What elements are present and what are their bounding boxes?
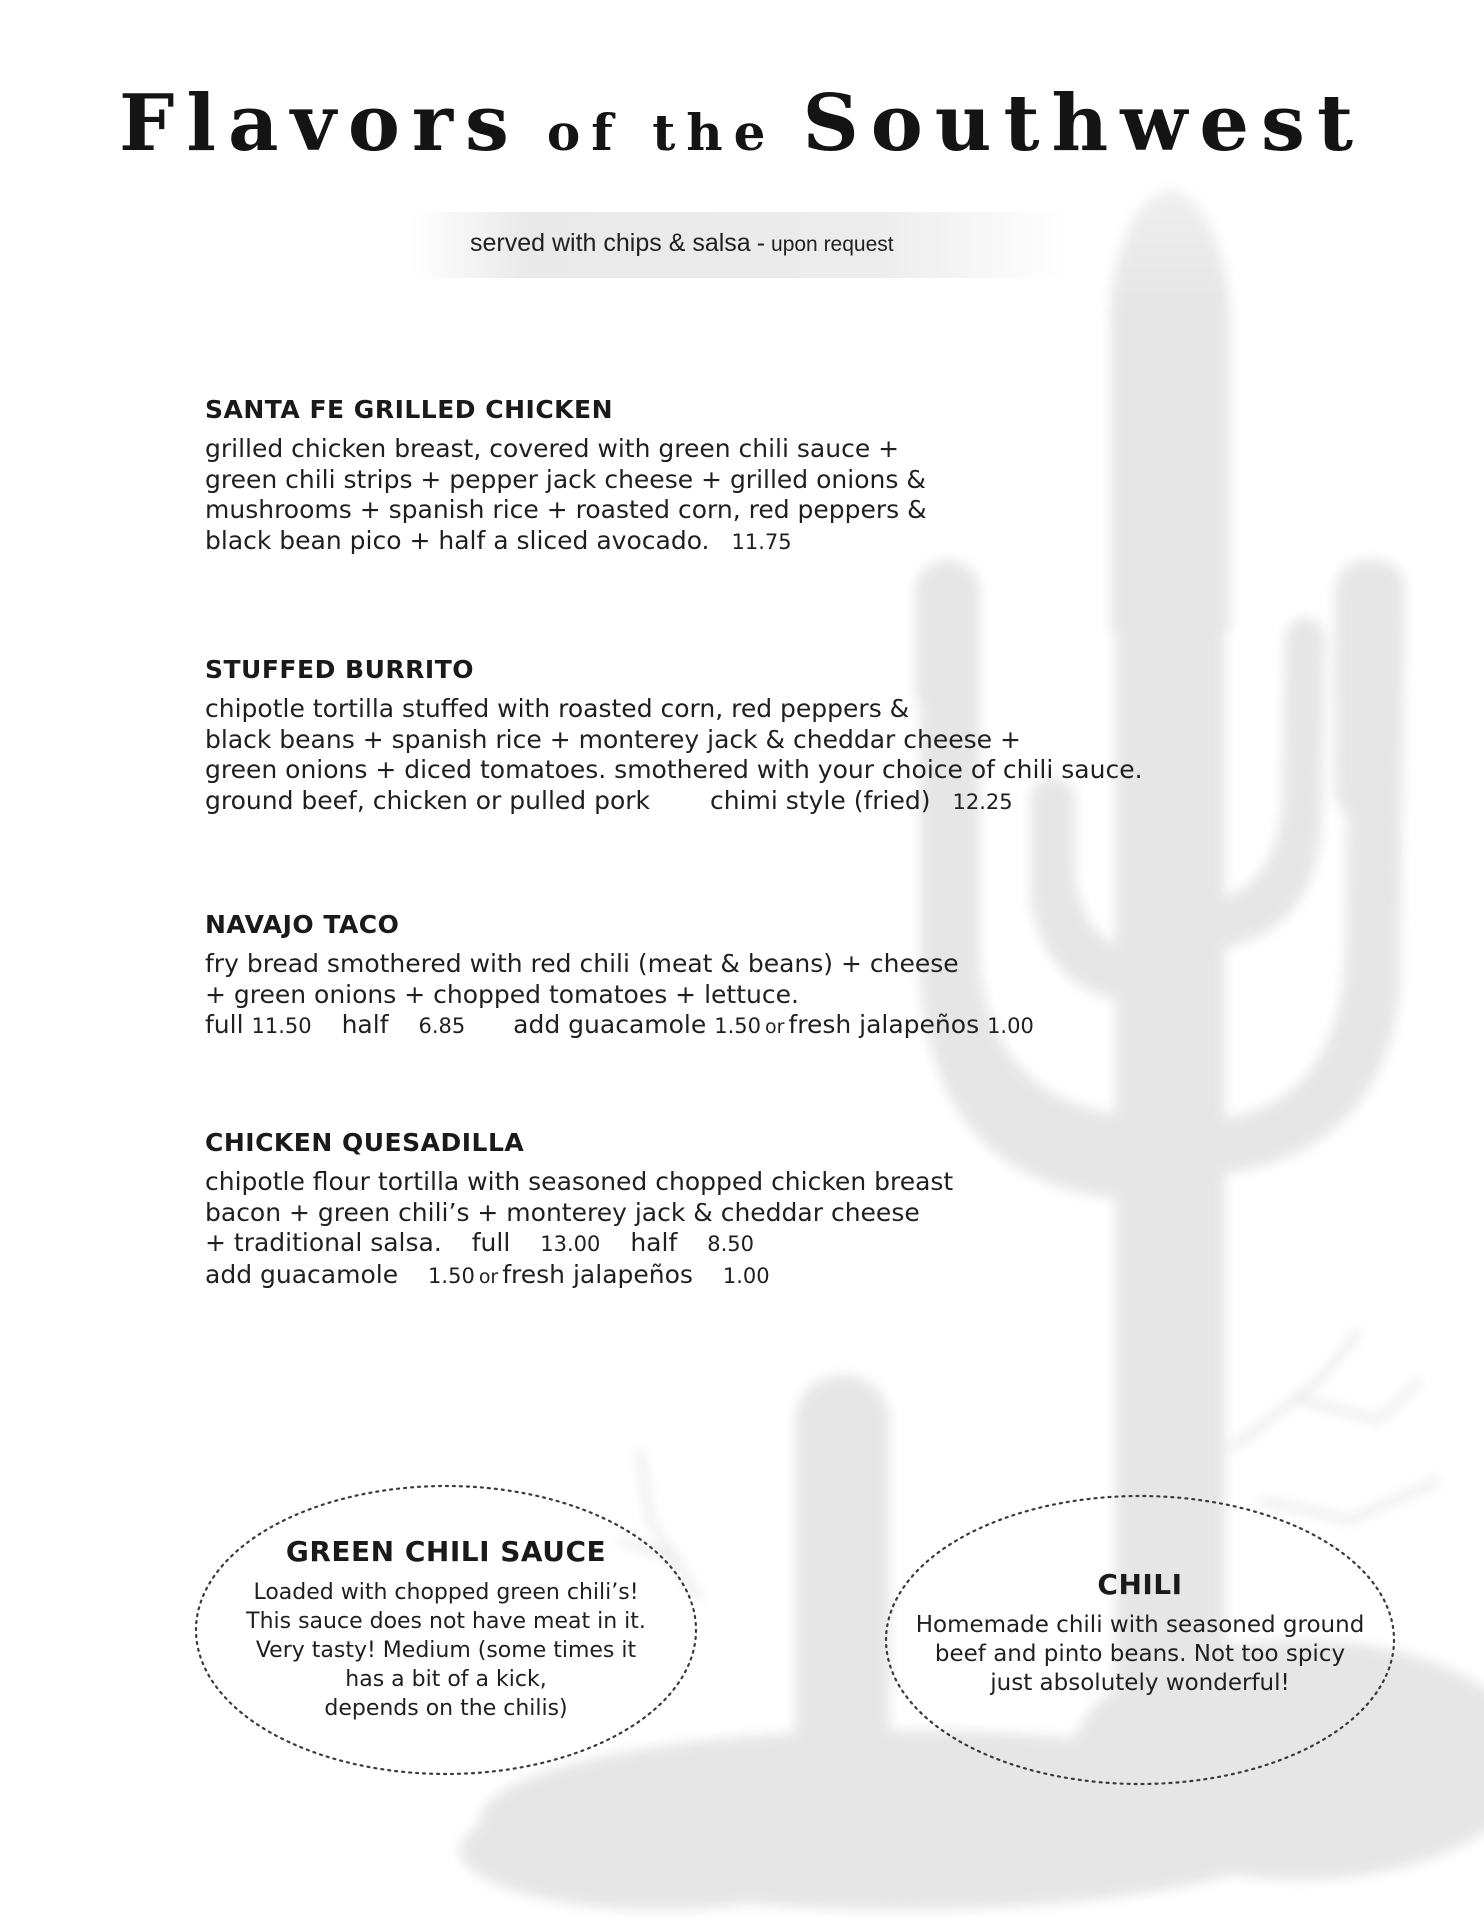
addon-jalapenos-price: 1.00: [987, 1014, 1034, 1038]
item-description: [205, 434, 1245, 557]
description-line: black bean pico + half a sliced avocado.: [205, 525, 710, 555]
addon-jalapenos-label: fresh jalapeños: [502, 1259, 693, 1289]
item-name: STUFFED BURRITO: [205, 655, 475, 684]
chili-callout: [880, 1490, 1400, 1790]
half-label: half: [630, 1228, 678, 1257]
description-line: fry bread smothered with red chili (meat & beans) + cheese: [205, 949, 959, 978]
subtitle-banner: [410, 212, 1070, 278]
description-line: mushrooms + spanish rice + roasted corn, red peppers &: [205, 495, 927, 524]
callout-line: Loaded with chopped green chili’s!: [253, 1580, 639, 1605]
description-line: green onions + diced tomatoes. smothered with your choice of chili sauce.: [205, 755, 1143, 784]
or-text: or: [764, 1016, 785, 1038]
addon-jalapenos-price: 1.00: [722, 1263, 770, 1288]
callout-line: beef and pinto beans. Not too spicy: [934, 1641, 1346, 1667]
addon-guacamole-price: 1.50: [714, 1014, 761, 1038]
menu-item-santa-fe-grilled-chicken: [205, 395, 1245, 557]
callout-text: [880, 1611, 1400, 1698]
full-label: full: [205, 1010, 244, 1039]
description-line: + green onions + chopped tomatoes + lettuce.: [205, 979, 799, 1009]
subtitle-main: served with chips & salsa: [470, 229, 751, 257]
callout-line: just absolutely wonderful!: [990, 1670, 1290, 1696]
title-flavors: Flavors: [119, 78, 521, 169]
half-price: 8.50: [707, 1232, 754, 1256]
item-price: 12.25: [952, 789, 1013, 814]
item-description: [205, 694, 1245, 817]
description-line: grilled chicken breast, covered with green chili sauce +: [205, 434, 900, 463]
menu-item-chicken-quesadilla: [205, 1128, 1245, 1292]
meat-options: ground beef, chicken or pulled pork: [205, 785, 651, 815]
subtitle-separator: -: [756, 229, 766, 257]
description-line: chipotle flour tortilla with seasoned chopped chicken breast: [205, 1167, 954, 1196]
item-description: [205, 949, 1245, 1043]
menu-title: [0, 78, 1484, 169]
title-southwest: Southwest: [802, 78, 1365, 169]
addon-guacamole-label: add guacamole: [513, 1010, 707, 1039]
green-chili-sauce-callout: [190, 1480, 702, 1780]
description-line: chipotle tortilla stuffed with roasted corn, red peppers &: [205, 694, 910, 723]
full-price: 11.50: [251, 1014, 312, 1038]
item-name: CHICKEN QUESADILLA: [205, 1128, 525, 1157]
callout-line: Very tasty! Medium (some times it: [255, 1638, 637, 1663]
callout-line: This sauce does not have meat in it.: [246, 1609, 646, 1634]
item-price: 11.75: [731, 529, 792, 554]
description-line: green chili strips + pepper jack cheese + grilled onions &: [205, 464, 926, 494]
full-label: full: [471, 1228, 511, 1257]
or-text: or: [478, 1265, 499, 1288]
menu-item-navajo-taco: [205, 910, 1245, 1043]
description-line: + traditional salsa.: [205, 1228, 442, 1257]
half-price: 6.85: [418, 1014, 466, 1038]
addon-guacamole-label: add guacamole: [205, 1259, 399, 1289]
callout-line: depends on the chilis): [324, 1696, 568, 1721]
callout-line: Homemade chili with seasoned ground: [915, 1612, 1365, 1638]
title-of-the: of the: [546, 103, 777, 162]
callout-text: [190, 1578, 702, 1723]
half-label: half: [341, 1010, 389, 1039]
callout-title: CHILI: [1097, 1568, 1183, 1601]
full-price: 13.00: [540, 1232, 601, 1256]
item-name: SANTA FE GRILLED CHICKEN: [205, 395, 614, 424]
description-line: bacon + green chili’s + monterey jack & cheddar cheese: [205, 1197, 920, 1227]
item-name: NAVAJO TACO: [205, 910, 400, 939]
menu-item-stuffed-burrito: [205, 655, 1245, 817]
addon-jalapenos-label: fresh jalapeños: [788, 1010, 980, 1039]
item-description: [205, 1167, 1245, 1292]
chimi-style-option: chimi style (fried): [710, 785, 931, 815]
subtitle-note: upon request: [771, 233, 894, 256]
callout-line: has a bit of a kick,: [345, 1667, 547, 1692]
addon-guacamole-price: 1.50: [428, 1263, 475, 1288]
callout-title: GREEN CHILI SAUCE: [285, 1535, 607, 1568]
description-line: black beans + spanish rice + monterey jack & cheddar cheese +: [205, 724, 1021, 754]
